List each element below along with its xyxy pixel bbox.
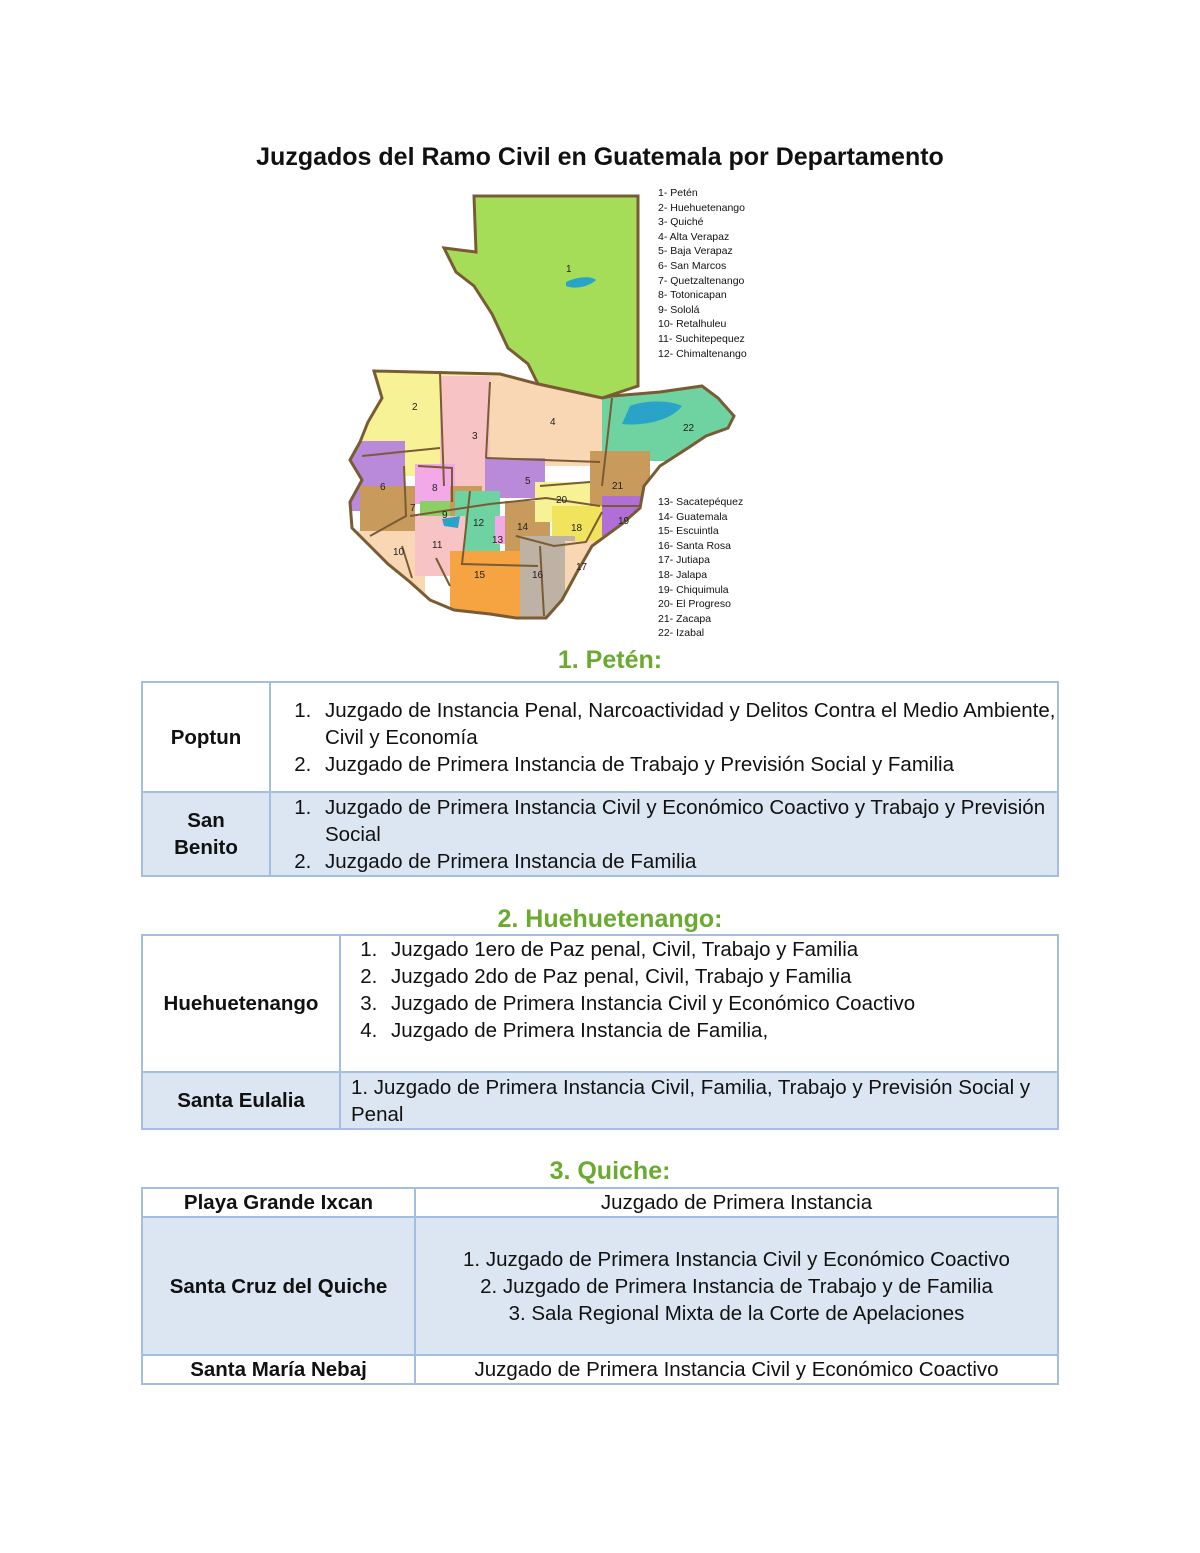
courts-cell <box>270 682 1058 792</box>
legend-item: 18- Jalapa <box>658 568 708 581</box>
legend-item: 11- Suchitepequez <box>658 332 745 345</box>
legend-item: 4- Alta Verapaz <box>658 230 730 243</box>
table-row <box>142 1217 1058 1355</box>
map-label-4: 4 <box>550 417 556 428</box>
map-label-11: 11 <box>432 540 443 551</box>
legend-item: 2- Huehuetenango <box>658 201 745 214</box>
courts-cell: Juzgado de Primera Instancia <box>415 1188 1058 1217</box>
court-item: 2. Juzgado de Primera Instancia de Trabajo y Previsión Social y Familia <box>317 751 1057 778</box>
table-row <box>142 1188 1058 1217</box>
location-cell: Santa Cruz del Quiche <box>142 1217 415 1355</box>
map-label-20: 20 <box>556 495 568 506</box>
location-line: San <box>187 809 225 832</box>
legend-item: 10- Retalhuleu <box>658 318 727 331</box>
map-label-18: 18 <box>571 523 583 534</box>
location-line: Benito <box>174 836 238 859</box>
courts-cell <box>270 792 1058 876</box>
map-label-17: 17 <box>576 562 588 573</box>
map-label-10: 10 <box>393 547 405 558</box>
courts-cell: 1. Juzgado de Primera Instancia Civil, Familia, Trabajo y Previsión Social y Penal <box>340 1072 1058 1129</box>
table-row <box>142 935 1058 1072</box>
legend-item: 8- Totonicapan <box>658 289 727 302</box>
section-heading-quiche: 3. Quiche: <box>549 1157 671 1185</box>
map-label-2: 2 <box>412 402 418 413</box>
map-label-5: 5 <box>525 476 531 487</box>
court-item: 1. Juzgado de Instancia Penal, Narcoactividad y Delitos Contra el Medio Ambiente, Civil y Economía <box>317 697 1057 751</box>
section-heading-peten: 1. Petén: <box>557 646 663 674</box>
map-label-14: 14 <box>517 522 529 533</box>
legend-item: 5- Baja Verapaz <box>658 245 733 258</box>
location-cell: Poptun <box>142 682 270 792</box>
court-item: 3. Sala Regional Mixta de la Corte de Apelaciones <box>508 1301 965 1325</box>
legend-item: 16- Santa Rosa <box>658 539 731 552</box>
legend-item: 1- Petén <box>658 187 698 199</box>
legend-item: 15- Escuintla <box>658 525 719 538</box>
location-cell: Santa Eulalia <box>142 1072 340 1129</box>
location-cell: Santa María Nebaj <box>142 1355 415 1384</box>
map-label-12: 12 <box>473 518 485 529</box>
map-label-3: 3 <box>472 431 478 442</box>
section-heading-huehuetenango: 2. Huehuetenango: <box>497 905 723 933</box>
legend-item: 3- Quiché <box>658 216 704 229</box>
map-label-1: 1 <box>566 264 572 275</box>
courts-cell <box>415 1217 1058 1355</box>
map-label-13: 13 <box>492 535 504 546</box>
legend-item: 9- Sololá <box>658 303 700 316</box>
court-item: 2. Juzgado de Primera Instancia de Trabajo y de Familia <box>480 1274 993 1298</box>
table-row <box>142 1355 1058 1384</box>
legend-item: 12- Chimaltenango <box>658 347 747 360</box>
location-cell: Playa Grande Ixcan <box>142 1188 415 1217</box>
map-label-9: 9 <box>442 510 448 521</box>
court-item: 1. Juzgado 1ero de Paz penal, Civil, Trabajo y Familia <box>383 936 1057 963</box>
legend-item: 14- Guatemala <box>658 510 728 523</box>
map-label-22: 22 <box>683 423 695 434</box>
map-label-6: 6 <box>380 482 386 493</box>
table-row <box>142 1072 1058 1129</box>
map-legend-bottom <box>658 495 743 641</box>
legend-item: 7- Quetzaltenango <box>658 274 745 287</box>
peten-courts-table <box>141 681 1059 877</box>
court-item: 4. Juzgado de Primera Instancia de Familia, <box>383 1017 1057 1044</box>
table-row <box>142 792 1058 876</box>
map-label-19: 19 <box>618 516 630 527</box>
page-title: Juzgados del Ramo Civil en Guatemala por Departamento <box>256 143 944 171</box>
huehuetenango-courts-table <box>141 934 1059 1130</box>
table-row <box>142 682 1058 792</box>
legend-item: 20- El Progreso <box>658 598 731 611</box>
legend-item: 19- Chiquimula <box>658 583 729 596</box>
court-item: 2. Juzgado 2do de Paz penal, Civil, Trabajo y Familia <box>383 963 1057 990</box>
map-label-21: 21 <box>612 481 624 492</box>
courts-cell <box>340 935 1058 1072</box>
court-item: 2. Juzgado de Primera Instancia de Familia <box>317 848 1057 875</box>
map-label-7: 7 <box>410 503 416 514</box>
map-label-15: 15 <box>474 570 486 581</box>
legend-item: 17- Jutiapa <box>658 554 710 567</box>
location-cell <box>142 792 270 876</box>
legend-item: 22- Izabal <box>658 627 705 640</box>
location-cell: Huehuetenango <box>142 935 340 1072</box>
legend-item: 21- Zacapa <box>658 612 712 625</box>
legend-item: 6- San Marcos <box>658 259 727 272</box>
map-label-16: 16 <box>532 570 544 581</box>
map-legend-top <box>658 186 747 361</box>
court-item: 1. Juzgado de Primera Instancia Civil y Económico Coactivo y Trabajo y Previsión Social <box>317 794 1057 848</box>
courts-cell: Juzgado de Primera Instancia Civil y Económico Coactivo <box>415 1355 1058 1384</box>
court-item: 3. Juzgado de Primera Instancia Civil y Económico Coactivo <box>383 990 1057 1017</box>
region-peten <box>444 196 638 398</box>
court-item: 1. Juzgado de Primera Instancia Civil y Económico Coactivo <box>463 1247 1010 1271</box>
legend-item: 13- Sacatepéquez <box>658 496 744 508</box>
map-label-8: 8 <box>432 483 438 494</box>
quiche-courts-table <box>141 1187 1059 1385</box>
